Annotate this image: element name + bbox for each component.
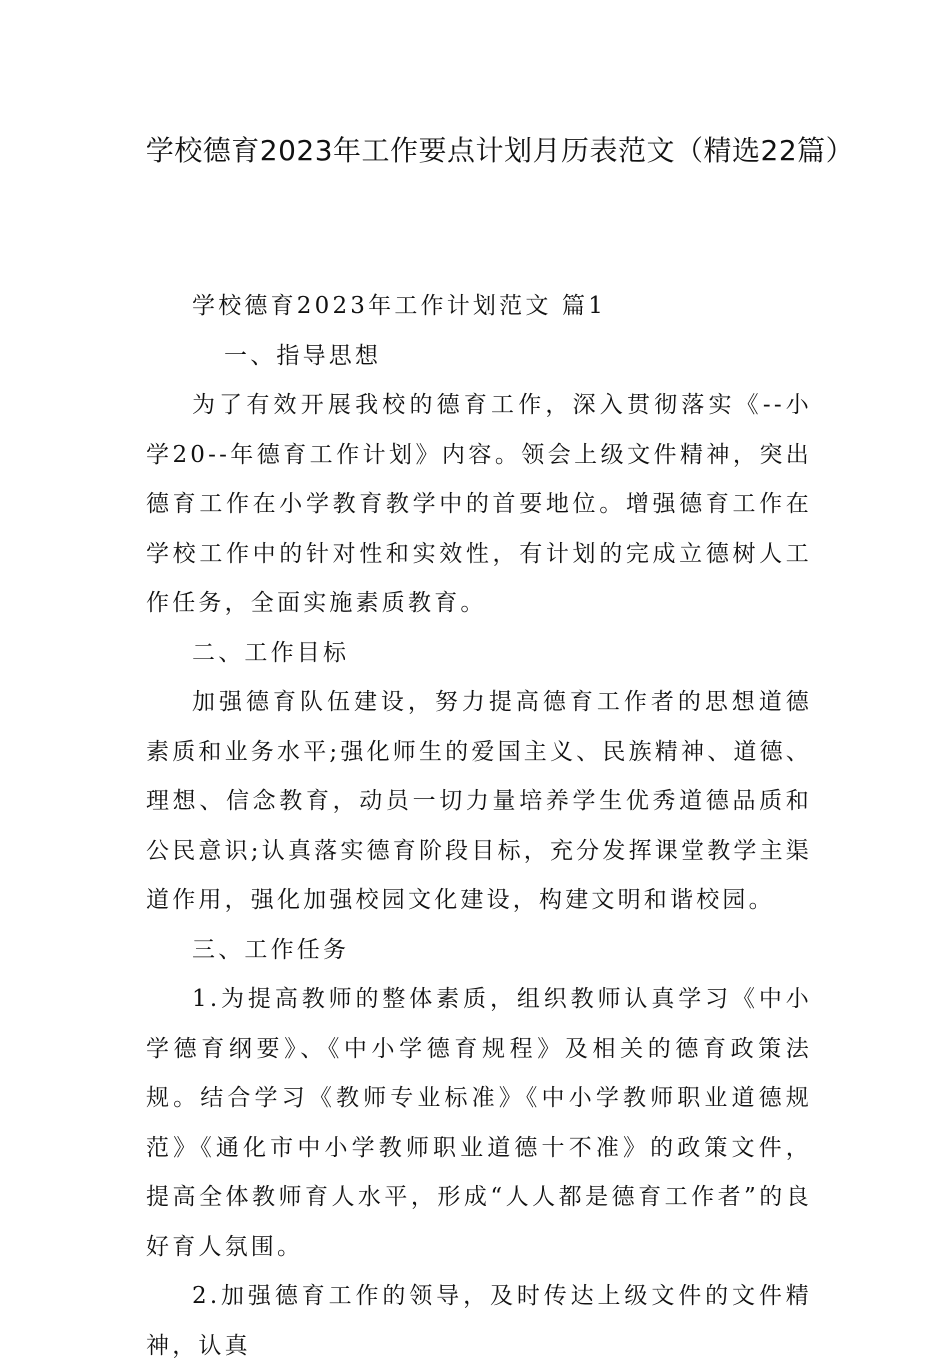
- paragraph: 为了有效开展我校的德育工作，深入贯彻落实《--小学20--年德育工作计划》内容。领会上级文件精神，突出德育工作在小学教育教学中的首要地位。增强德育工作在学校工作中的针对性和实效性，有计划的完成立德树人工作任务，全面实施素质教育。: [146, 392, 812, 616]
- subheading-guiding-ideology: 一、指导思想: [224, 342, 382, 369]
- subheading-work-goals: 二、工作目标: [192, 639, 350, 666]
- section-heading: 学校德育2023年工作计划范文 篇1: [192, 293, 607, 319]
- document-title: 学校德育2023年工作要点计划月历表范文（精选22篇）: [145, 134, 855, 167]
- paragraph: 1.为提高教师的整体素质，组织教师认真学习《中小学德育纲要》、《中小学德育规程》及相关的德育政策法规。结合学习《教师专业标准》《中小学教师职业道德规范》《通化市中小学教师职业道德十不准》的政策文件，提高全体教师育人水平，形成“人人都是德育工作者”的良好育人氛围。: [146, 986, 812, 1260]
- paragraph: 2.加强德育工作的领导，及时传达上级文件的文件精神，认真: [146, 1283, 812, 1359]
- subheading-work-tasks: 三、工作任务: [192, 936, 350, 963]
- document-body: [146, 282, 812, 1371]
- paragraph: 加强德育队伍建设，努力提高德育工作者的思想道德素质和业务水平;强化师生的爱国主义、民族精神、道德、理想、信念教育，动员一切力量培养学生优秀道德品质和公民意识;认真落实德育阶段目标，充分发挥课堂教学主渠道作用，强化加强校园文化建设，构建文明和谐校园。: [146, 689, 812, 913]
